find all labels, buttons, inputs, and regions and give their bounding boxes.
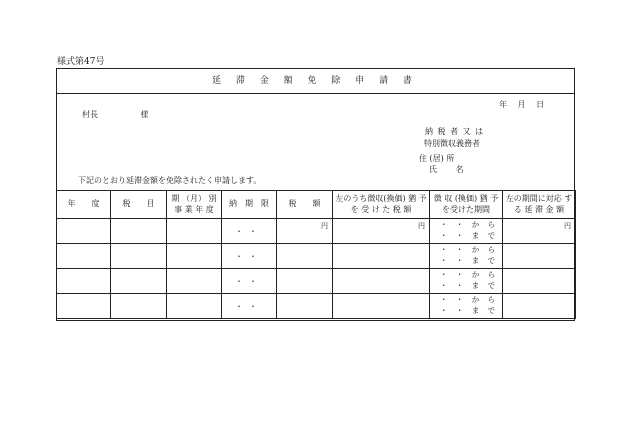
cell-suspended-amount[interactable] [333, 244, 430, 269]
table-row [57, 219, 576, 244]
applicant-role-line-1: 納 税 者 又 は [425, 127, 485, 136]
header-late-fee: 左の期間に対応 す る 延 滞 金 額 [503, 191, 576, 219]
address-label: 住 (居) 所 [419, 154, 455, 163]
table-row [57, 269, 576, 294]
cell-fiscal-year[interactable] [57, 244, 111, 269]
cell-tax-amount[interactable] [277, 294, 333, 319]
header-tax-amount: 税 額 [277, 191, 333, 219]
cell-period[interactable] [167, 294, 222, 319]
cell-tax-amount[interactable] [277, 219, 333, 244]
table-row [57, 244, 576, 269]
cell-tax-item[interactable] [111, 244, 167, 269]
request-sentence: 下記のとおり延滞金額を免除されたく申請します。 [78, 176, 262, 185]
cell-payment-deadline[interactable]: ・・ [222, 244, 277, 269]
unit-yen: 円 [418, 222, 425, 230]
cell-period[interactable] [167, 244, 222, 269]
cell-fiscal-year[interactable] [57, 294, 111, 319]
addressee-line: 村長 様 [82, 110, 149, 119]
cell-tax-item[interactable] [111, 294, 167, 319]
unit-yen: 円 [321, 222, 328, 230]
table-row [57, 294, 576, 319]
cell-suspended-amount[interactable] [333, 219, 430, 244]
header-suspension-period: 徴 収 (換価) 猶 予を受けた期間 [430, 191, 503, 219]
unit-yen: 円 [564, 222, 571, 230]
form-number: 様式第47号 [57, 57, 105, 67]
table-header-row [57, 191, 576, 219]
cell-tax-item[interactable] [111, 269, 167, 294]
cell-payment-deadline[interactable]: ・・ [222, 294, 277, 319]
cell-suspension-period[interactable]: ・ ・ か ら ・ ・ ま で [430, 244, 503, 269]
cell-late-fee[interactable] [503, 294, 576, 319]
cell-payment-deadline[interactable]: ・・ [222, 219, 277, 244]
header-payment-deadline: 納 期 限 [222, 191, 277, 219]
cell-suspended-amount[interactable] [333, 269, 430, 294]
cell-late-fee[interactable] [503, 269, 576, 294]
cell-late-fee[interactable] [503, 244, 576, 269]
cell-suspension-period[interactable]: ・ ・ か ら ・ ・ ま で [430, 269, 503, 294]
header-suspended-amount: 左のうち徴収(換価) 猶 予 を 受 け た 税 額 [333, 191, 430, 219]
form-title: 延 滞 金 額 免 除 申 請 書 [212, 76, 418, 86]
header-tax-item: 税 目 [111, 191, 167, 219]
cell-period[interactable] [167, 219, 222, 244]
header-period: 期 （月） 別 事 業 年 度 [167, 191, 222, 219]
date-line: 年 月 日 [499, 100, 545, 109]
cell-tax-item[interactable] [111, 219, 167, 244]
cell-suspended-amount[interactable] [333, 294, 430, 319]
title-divider [56, 93, 575, 94]
cell-tax-amount[interactable] [277, 244, 333, 269]
cell-tax-amount[interactable] [277, 269, 333, 294]
cell-fiscal-year[interactable] [57, 269, 111, 294]
name-label: 氏 名 [429, 165, 464, 174]
cell-suspension-period[interactable]: ・ ・ か ら ・ ・ ま で [430, 219, 503, 244]
tax-detail-table [56, 190, 576, 319]
cell-late-fee[interactable] [503, 219, 576, 244]
header-fiscal-year: 年 度 [57, 191, 111, 219]
cell-payment-deadline[interactable]: ・・ [222, 269, 277, 294]
applicant-role-line-2: 特別徴収義務者 [424, 139, 480, 148]
cell-suspension-period[interactable]: ・ ・ か ら ・ ・ ま で [430, 294, 503, 319]
cell-fiscal-year[interactable] [57, 219, 111, 244]
cell-period[interactable] [167, 269, 222, 294]
